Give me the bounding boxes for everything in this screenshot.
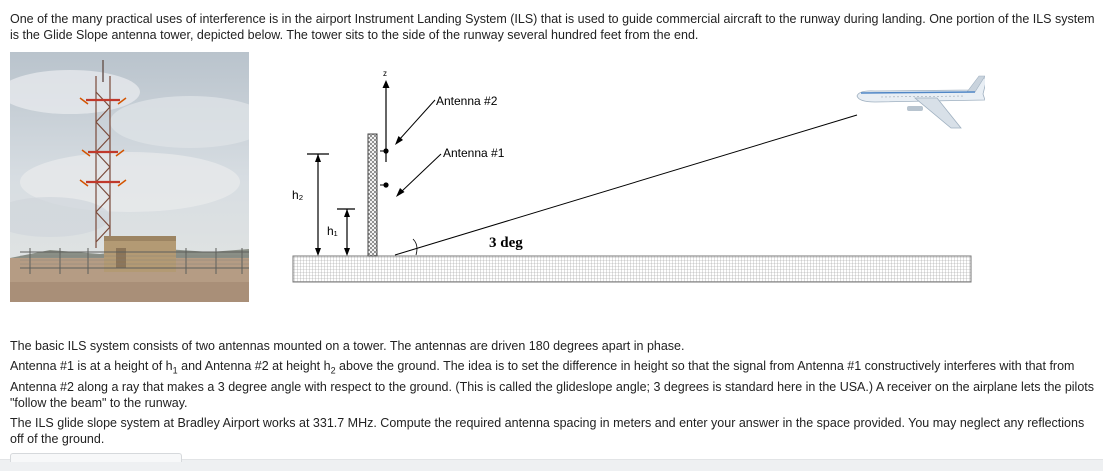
angle-label: 3 deg [489,235,523,251]
z-axis-label: z [383,69,387,78]
runway [293,256,971,282]
h1-label: h₁ [327,224,338,238]
antenna-2-label: Antenna #2 [436,94,498,108]
h2-label: h₂ [292,188,304,202]
problem-text [10,338,1095,451]
glide-slope-diagram [285,62,985,292]
antenna-1-label: Antenna #1 [443,146,505,160]
paragraph-3: The ILS glide slope system at Bradley Airport works at 331.7 MHz. Compute the required antenna spacing in meters and enter your answer in the space provided. You may neglect any reflections off of the ground. [10,415,1085,446]
glide-slope-beam [395,115,857,255]
answer-input[interactable] [10,453,182,462]
antenna-tower [368,134,377,256]
tower-photo [10,52,249,302]
airplane-icon [857,76,985,128]
paragraph-2: Antenna #1 is at a height of $h_1$ and Antenna #2 at height $h_2$ above the ground. The idea is to set the difference in height so that the signal from Antenna #1 constructively interferes with that from Antenna #2 along a ray that makes a 3 degree angle with respect to the ground. (This is called the glideslope angle; 3 degrees is standard here in the USA.) A receiver on the airplane lets the pilots "follow the beam" to the runway. [10,358,1094,410]
paragraph-1: The basic ILS system consists of two antennas mounted on a tower. The antennas are driven 180 degrees apart in phase. [10,339,685,353]
intro-text: One of the many practical uses of interference is in the airport Instrument Landing System (ILS) that is used to guide commercial aircraft to the runway during landing. One portion of the ILS system is the Glide Slope antenna tower, depicted below. The tower sits to the side of the runway several hundred feet from the end. [10,12,1095,42]
